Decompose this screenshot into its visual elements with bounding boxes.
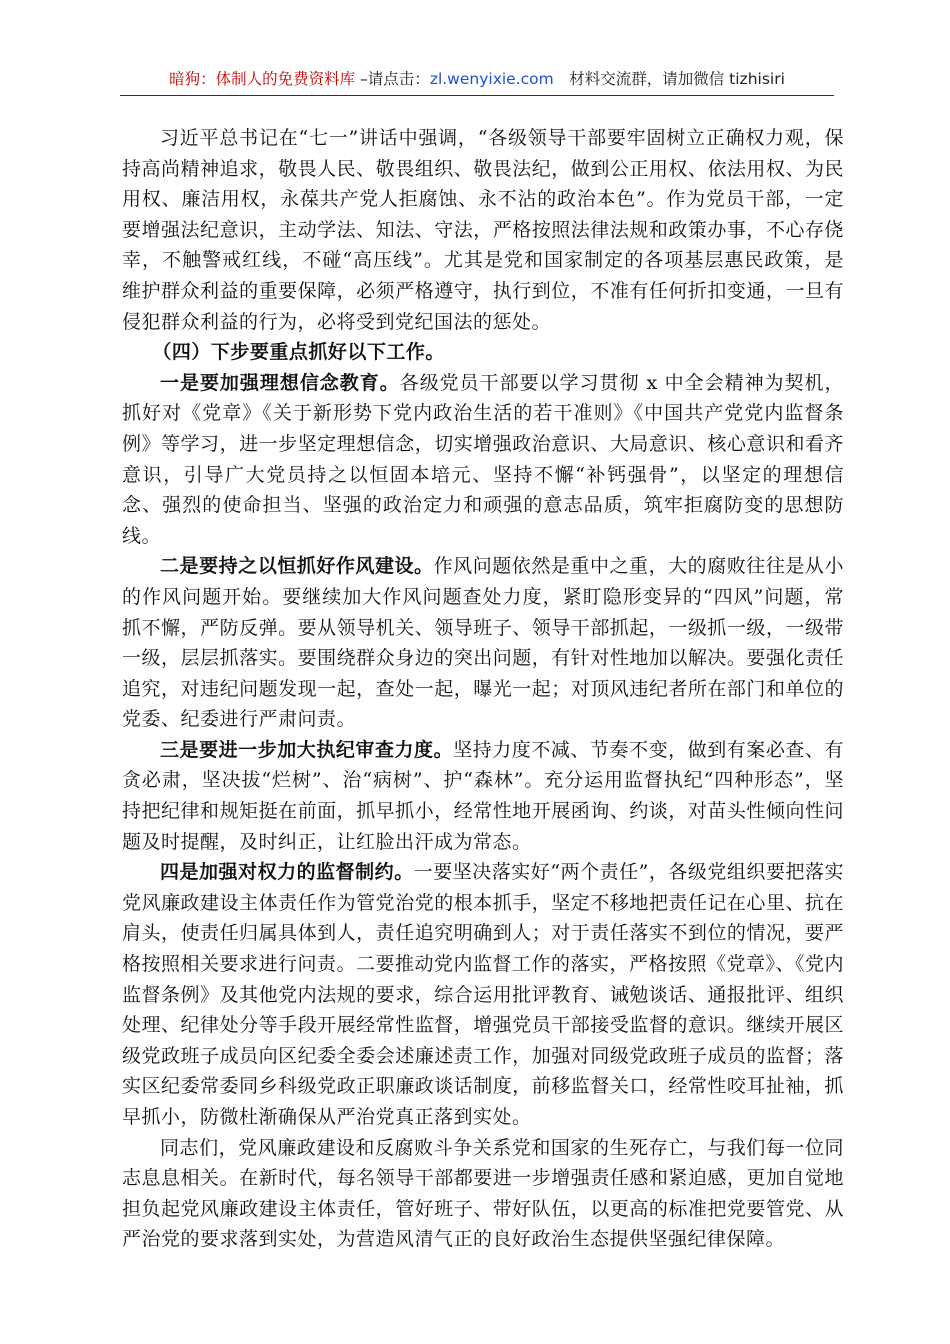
paragraph-closing: 同志们，党风廉政建设和反腐败斗争关系党和国家的生死存亡，与我们每一位同志息息相关。在新时代，每名领导干部都要进一步增强责任感和紧迫感，更加自觉地担负起党风廉政建设主体责任，管好班子、带好队伍，以更高的标准把党要管党、从严治党的要求落到实处，为营造风清气正的良好政治生态提供坚强纪律保障。 [122,1136,844,1251]
header-group-text: 材料交流群，请加微信 tizhisiri [553,70,785,88]
item-1-lead: 一是要加强理想信念教育。 [160,371,400,394]
paragraph-item-2 [122,551,844,735]
item-2-lead: 二是要持之以恒抓好作风建设。 [160,555,434,578]
paragraph-intro: 习近平总书记在“七一”讲话中强调，“各级领导干部要牢固树立正确权力观，保持高尚精神追求，敬畏人民、敬畏组织、敬畏法纪，做到公正用权、依法用权、为民用权、廉洁用权，永葆共产党人拒腐蚀、永不沾的政治本色”。作为党员干部，一定要增强法纪意识，主动学法、知法、守法，严格按照法律法规和政策办事，不心存侥幸，不触警戒红线，不碰“高压线”。尤其是党和国家制定的各项基层惠民政策，是维护群众利益的重要保障，必须严格遵守，执行到位，不准有任何折扣变通，一旦有侵犯群众利益的行为，必将受到党纪国法的惩处。 [122,127,844,333]
document-body [122,123,844,1255]
header-rule [120,95,834,96]
paragraph-item-1 [122,368,844,552]
item-4-lead: 四是加强对权力的监督制约。 [160,861,414,884]
section-heading: （四）下步要重点抓好以下工作。 [152,341,445,364]
item-3-text: 坚持力度不减、节奏不变，做到有案必查、有贪必肃，坚决拔“烂树”、治“病树”、护“森林”。充分运用监督执纪“四种形态”，坚持把纪律和规矩挺在前面，抓早抓小，经常性地开展函询、约谈，对苗头性倾向性问题及时提醒，及时纠正，让红脸出汗成为常态。 [122,738,844,853]
item-4-text: 一要坚决落实好“两个责任”，各级党组织要把落实党风廉政建设主体责任作为管党治党的根本抓手，坚定不移地把责任记在心里、抗在肩头，使责任归属具体到人，责任追究明确到人；对于责任落实不到位的情况，要严格按照相关要求进行问责。二要推动党内监督工作的落实，严格按照《党章》、《党内监督条例》及其他党内法规的要求，综合运用批评教育、诫勉谈话、通报批评、组织处理、纪律处分等手段开展经常性监督，增强党员干部接受监督的意识。继续开展区级党政班子成员向区纪委全委会述廉述责工作，加强对同级党政班子成员的监督；落实区纪委常委同乡科级党政正职廉政谈话制度，前移监督关口，经常性咬耳扯袖，抓早抓小，防微杜渐确保从严治党真正落到实处。 [122,861,845,1128]
header-url-link[interactable]: zl.wenyixie.com [429,70,554,88]
page-header [120,68,834,90]
header-click-prompt: –请点击： [355,70,430,88]
paragraph-item-4 [122,857,844,1132]
item-1-text: 各级党员干部要以学习贯彻 x 中全会精神为契机，抓好对《党章》《关于新形势下党内政治生活的若干准则》《中国共产党党内监督条例》等学习，进一步坚定理想信念，切实增强政治意识、大局意识、核心意识和看齐意识，引导广大党员持之以恒固本培元、坚持不懈“补钙强骨”，以坚定的理想信念、强烈的使命担当、坚强的政治定力和顽强的意志品质，筑牢拒腐防变的思想防线。 [122,371,844,547]
item-3-lead: 三是要进一步加大执纪审查力度。 [160,738,454,761]
header-site-name: 暗狗：体制人的免费资料库 [169,70,356,88]
item-2-text: 作风问题依然是重中之重，大的腐败往往是从小的作风问题开始。要继续加大作风问题查处力度，紧盯隐形变异的“四风”问题，常抓不懈，严防反弹。要从领导机关、领导班子、领导干部抓起，一级抓一级，一级带一级，层层抓落实。要围绕群众身边的突出问题，有针对性地加以解决。要强化责任追究，对违纪问题发现一起，查处一起，曝光一起；对顶风违纪者所在部门和单位的党委、纪委进行严肃问责。 [122,555,844,731]
paragraph-item-3 [122,735,844,857]
